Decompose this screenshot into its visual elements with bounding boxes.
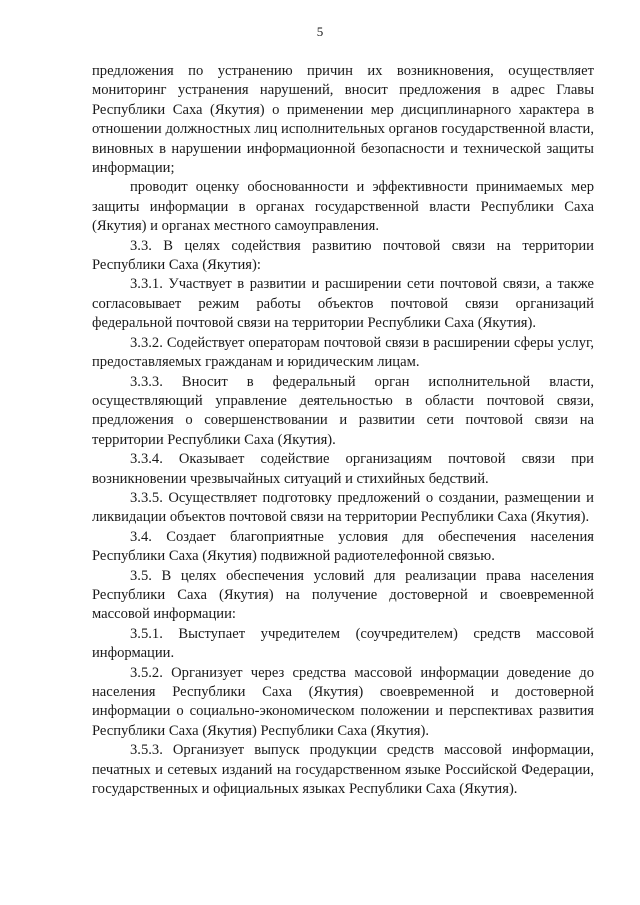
paragraph: 3.4. Создает благоприятные условия для обеспечения населения Республики Саха (Якутия) подвижной радиотелефонной связью. (92, 528, 594, 565)
paragraph: проводит оценку обоснованности и эффективности принимаемых мер защиты информации в органах государственной власти Республики Саха (Якутия) и органах местного самоуправления. (92, 179, 594, 235)
paragraph: 3.3.1. Участвует в развитии и расширении сети почтовой связи, а также согласовывает режим работы объектов почтовой связи организаций федеральной почтовой связи на территории Республики Саха (Якутия). (92, 276, 594, 332)
paragraph: 3.5. В целях обеспечения условий для реализации права населения Республики Саха (Якутия) на получение достоверной и своевременной массовой информации: (92, 567, 594, 623)
page-number: 5 (316, 24, 324, 39)
paragraph: 3.3.3. Вносит в федеральный орган исполнительной власти, осуществляющий управление деятельностью в области почтовой связи, предложения о совершенствовании и развитии сети почтовой связи на территории Республики Саха (Якутия). (92, 373, 594, 448)
document-body (92, 62, 594, 799)
paragraph: 3.3. В целях содействия развитию почтовой связи на территории Республики Саха (Якутия): (92, 237, 594, 274)
paragraph: 3.3.4. Оказывает содействие организациям почтовой связи при возникновении чрезвычайных ситуаций и стихийных бедствий. (92, 451, 594, 487)
paragraph: 3.3.5. Осуществляет подготовку предложений о создании, размещении и ликвидации объектов почтовой связи на территории Республики Саха (Якутия). (92, 489, 594, 526)
paragraph: 3.5.3. Организует выпуск продукции средств массовой информации, печатных и сетевых изданий на государственном языке Российской Федерации, государственных и официальных языках Республики Саха (Якутия). (92, 742, 594, 798)
paragraph: 3.5.2. Организует через средства массовой информации доведение до населения Республики Саха (Якутия) своевременной и достоверной информации о социально-экономическом положении и перспективах развития Республики Саха (Якутия) Республики Саха (Якутия). (92, 664, 594, 739)
paragraph: 3.3.2. Содействует операторам почтовой связи в расширении сферы услуг, предоставляемых гражданам и юридическим лицам. (92, 334, 594, 371)
paragraph: 3.5.1. Выступает учредителем (соучредителем) средств массовой информации. (92, 625, 594, 662)
paragraph: предложения по устранению причин их возникновения, осуществляет мониторинг устранения нарушений, вносит предложения в адрес Главы Республики Саха (Якутия) о применении мер дисциплинарного характера в отношении должностных лиц исполнительных органов государственной власти, виновных в нарушении информационной безопасности и технической защиты информации; (92, 63, 594, 177)
